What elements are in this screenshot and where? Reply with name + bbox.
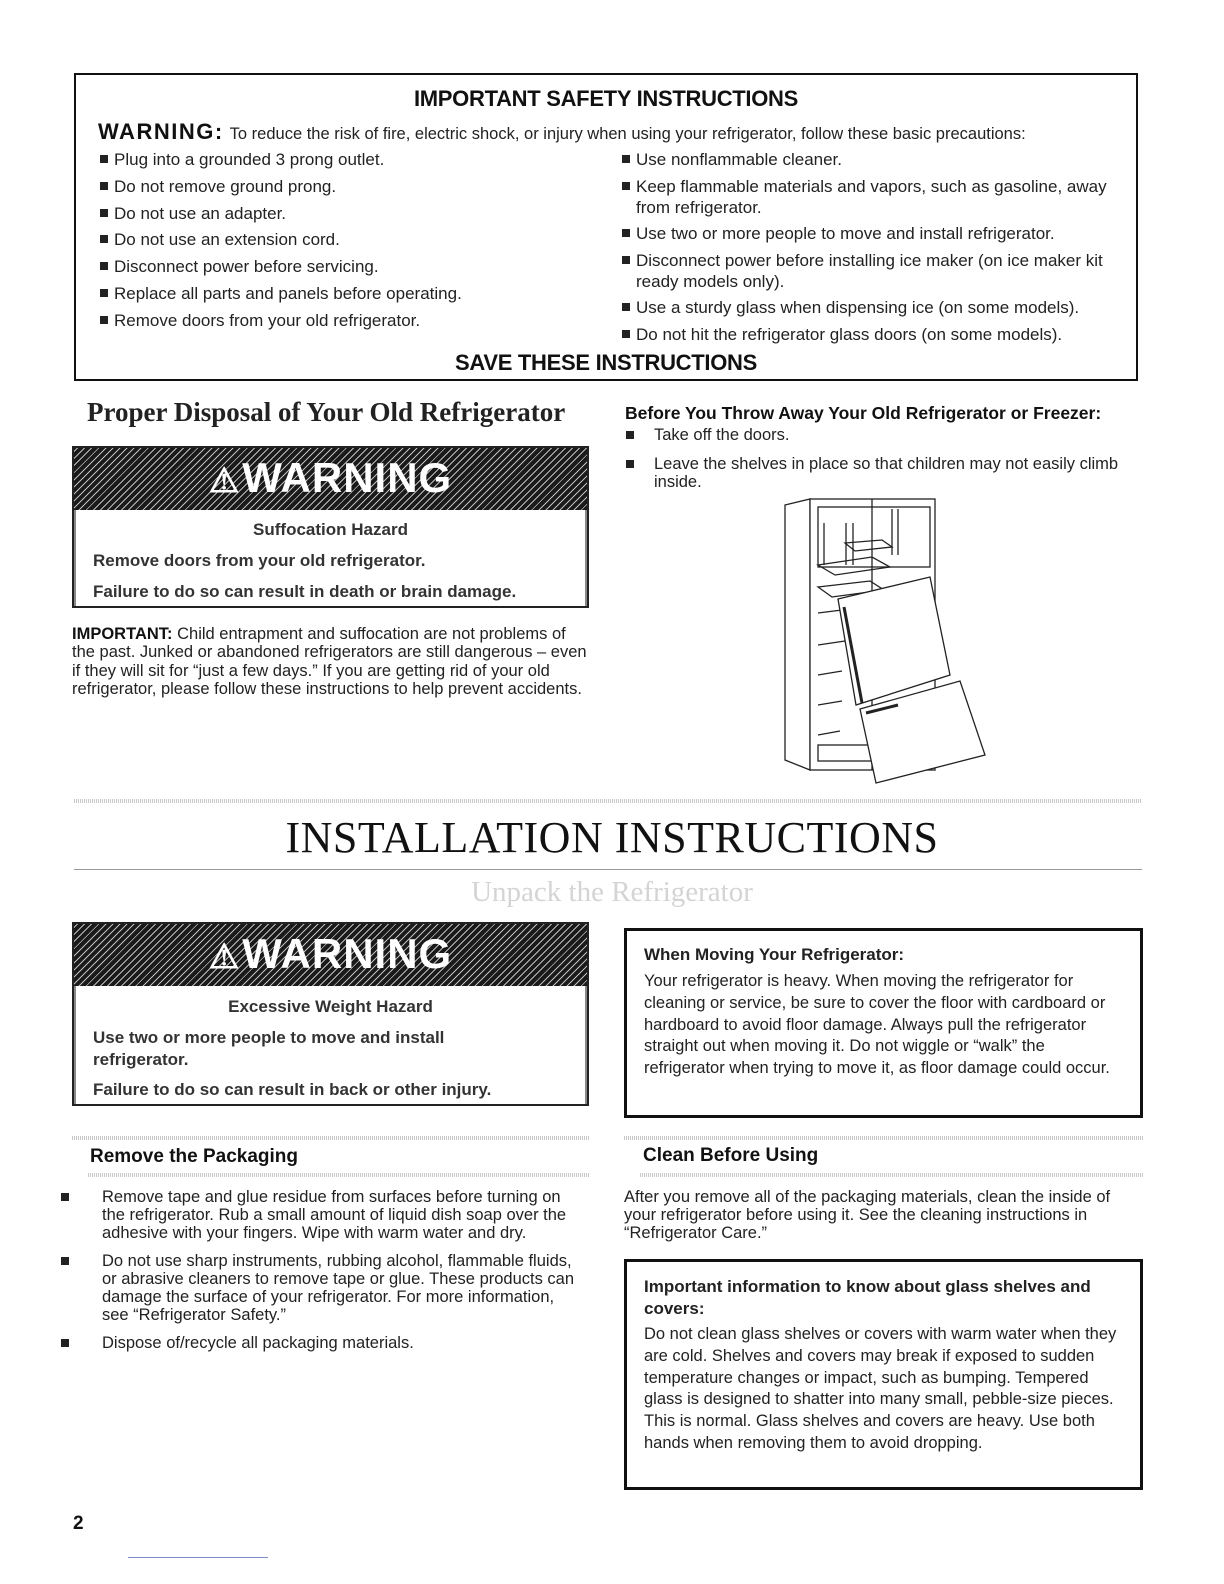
divider xyxy=(640,1173,1143,1177)
important-text: Child entrapment and suffocation are not problems of the past. Junked or abandoned refrigerators are still dangerous – even if they will sit for “just a few days.” If you are getting rid of your old refrigerator, please follow these instructions to help prevent accidents. xyxy=(72,625,587,699)
list-item xyxy=(100,203,620,224)
list-item-text: Do not remove ground prong. xyxy=(114,176,337,196)
list-item xyxy=(622,223,1132,244)
list-item xyxy=(100,310,620,331)
weight-warning-box xyxy=(72,922,589,1106)
list-item-text: Plug into a grounded 3 prong outlet. xyxy=(114,150,385,169)
hazard-title: Excessive Weight Hazard xyxy=(228,997,433,1016)
before-throw-away-heading: Before You Throw Away Your Old Refrigerator or Freezer: xyxy=(625,403,1102,423)
save-instructions-title: SAVE THESE INSTRUCTIONS xyxy=(455,350,757,375)
bullet-icon xyxy=(100,209,108,217)
warning-instruction: Remove doors from your old refrigerator. xyxy=(93,551,426,570)
list-item-text: Do not use an adapter. xyxy=(114,203,287,223)
list-item-text: Take off the doors. xyxy=(654,426,790,444)
before-throw-away-list xyxy=(625,426,1125,502)
important-paragraph xyxy=(72,625,592,699)
clean-paragraph: After you remove all of the packaging materials, clean the inside of your refrigerator before using it. See the cleaning instructions in “Refrigerator Care.” xyxy=(624,1188,1111,1242)
moving-text: Your refrigerator is heavy. When moving the refrigerator for cleaning or service, be sure to cover the floor with cardboard or hardboard to avoid floor damage. Always pull the refrigerator straight out when moving it. Do not wiggle or “walk” the refrigerator when trying to move it, as floor damage could occur. xyxy=(644,972,1110,1078)
warning-triangle-icon: ⚠ xyxy=(208,938,241,976)
bullet-icon xyxy=(622,229,630,237)
list-item xyxy=(100,176,620,197)
divider xyxy=(72,1136,590,1140)
warning-text: To reduce the risk of fire, electric shock, or injury when using your refrigerator, follow these basic precautions: xyxy=(229,125,1026,143)
list-item xyxy=(100,149,620,170)
list-item-text: Do not use an extension cord. xyxy=(114,230,340,250)
bullet-icon xyxy=(626,460,634,468)
warning-banner xyxy=(74,924,587,986)
warning-label: WARNING: xyxy=(98,119,224,144)
warning-body xyxy=(74,986,587,1104)
divider xyxy=(74,799,1142,803)
list-item-text: Use a sturdy glass when dispensing ice (on some models). xyxy=(636,298,1080,317)
bullet-icon xyxy=(100,262,108,270)
safety-title: IMPORTANT SAFETY INSTRUCTIONS xyxy=(413,86,799,111)
bullet-icon xyxy=(100,155,108,163)
list-item xyxy=(622,149,1132,170)
bullet-icon xyxy=(622,330,630,338)
packaging-heading: Remove the Packaging xyxy=(90,1146,299,1167)
footer-rule xyxy=(128,1557,268,1558)
packaging-list xyxy=(60,1188,575,1362)
divider xyxy=(88,1173,590,1177)
bullet-icon xyxy=(626,431,634,439)
warning-consequence: Failure to do so can result in death or brain damage. xyxy=(93,582,517,601)
page-number: 2 xyxy=(73,1513,84,1534)
list-item xyxy=(622,250,1132,292)
safety-list-left xyxy=(100,149,620,337)
list-item-text: Remove tape and glue residue from surfaces before turning on the refrigerator. Rub a small amount of liquid dish soap over the adhesive with your fingers. Wipe with warm water and dry. xyxy=(102,1188,567,1242)
list-item xyxy=(100,283,620,304)
warning-consequence: Failure to do so can result in back or other injury. xyxy=(93,1080,492,1099)
warning-triangle-icon: ⚠ xyxy=(208,462,241,500)
list-item xyxy=(622,297,1132,318)
list-item xyxy=(60,1188,575,1242)
safety-warning-line xyxy=(98,119,1026,145)
disposal-heading: Proper Disposal of Your Old Refrigerator xyxy=(87,397,566,427)
glass-text: Do not clean glass shelves or covers with warm water when they are cold. Shelves and covers may break if exposed to sudden temperature changes or impact, such as bumping. Tempered glass is designed to shatter into many small, pebble-size pieces. This is normal. Glass shelves and covers are heavy. Use both hands when removing them to avoid dropping. xyxy=(644,1325,1117,1452)
bullet-icon xyxy=(61,1339,69,1347)
divider xyxy=(74,869,1142,870)
warning-word-text: WARNING xyxy=(242,930,453,977)
divider xyxy=(624,1136,1143,1140)
bullet-icon xyxy=(622,303,630,311)
list-item-text: Remove doors from your old refrigerator. xyxy=(114,310,421,330)
warning-word-text: WARNING xyxy=(242,454,453,501)
important-label: IMPORTANT: xyxy=(72,625,173,643)
list-item-text: Use nonflammable cleaner. xyxy=(636,150,843,169)
bullet-icon xyxy=(100,182,108,190)
glass-title: Important information to know about glass shelves and covers: xyxy=(644,1277,1091,1318)
moving-title: When Moving Your Refrigerator: xyxy=(644,945,905,964)
list-item xyxy=(60,1334,575,1352)
installation-title: INSTALLATION INSTRUCTIONS xyxy=(285,813,939,862)
list-item xyxy=(100,229,620,250)
list-item-text: Dispose of/recycle all packaging materials. xyxy=(102,1334,414,1352)
list-item xyxy=(625,426,1125,444)
hazard-title: Suffocation Hazard xyxy=(253,520,408,539)
list-item-text: Use two or more people to move and install refrigerator. xyxy=(636,224,1055,243)
list-item-text: Do not use sharp instruments, rubbing alcohol, flammable fluids, or abrasive cleaners to remove tape or glue. These products can damage the surface of your refrigerator. For more information, see “Refrigerator Safety.” xyxy=(102,1252,575,1324)
list-item-text: Do not hit the refrigerator glass doors (on some models). xyxy=(636,324,1063,344)
warning-banner xyxy=(74,448,587,510)
moving-refrigerator-box xyxy=(624,928,1143,1118)
bullet-icon xyxy=(100,316,108,324)
refrigerator-doors-removed-illustration xyxy=(780,495,990,785)
list-item-text: Leave the shelves in place so that children may not easily climb inside. xyxy=(654,455,1119,491)
bullet-icon xyxy=(622,155,630,163)
bullet-icon xyxy=(61,1193,69,1201)
bullet-icon xyxy=(100,289,108,297)
list-item xyxy=(625,455,1125,491)
list-item-text: Disconnect power before servicing. xyxy=(114,257,379,277)
bullet-icon xyxy=(61,1257,69,1265)
clean-heading: Clean Before Using xyxy=(643,1145,819,1166)
list-item xyxy=(622,324,1132,345)
list-item-text: Replace all parts and panels before operating. xyxy=(114,283,462,303)
glass-shelves-info-box xyxy=(624,1259,1143,1490)
safety-list-right xyxy=(622,149,1132,350)
warning-body xyxy=(74,510,587,606)
safety-instructions-box xyxy=(74,73,1138,381)
warning-instruction: Use two or more people to move and install refrigerator. xyxy=(93,1028,445,1069)
list-item-text: Keep flammable materials and vapors, such as gasoline, away from refrigerator. xyxy=(636,176,1107,217)
bullet-icon xyxy=(100,235,108,243)
warning-word xyxy=(74,454,587,502)
unpack-subtitle: Unpack the Refrigerator xyxy=(471,876,753,908)
list-item xyxy=(60,1252,575,1324)
bullet-icon xyxy=(622,182,630,190)
warning-word xyxy=(74,930,587,978)
list-item xyxy=(622,176,1132,218)
list-item-text: Disconnect power before installing ice maker (on ice maker kit ready models only). xyxy=(636,250,1103,291)
list-item xyxy=(100,256,620,277)
bullet-icon xyxy=(622,256,630,264)
suffocation-warning-box xyxy=(72,446,589,608)
